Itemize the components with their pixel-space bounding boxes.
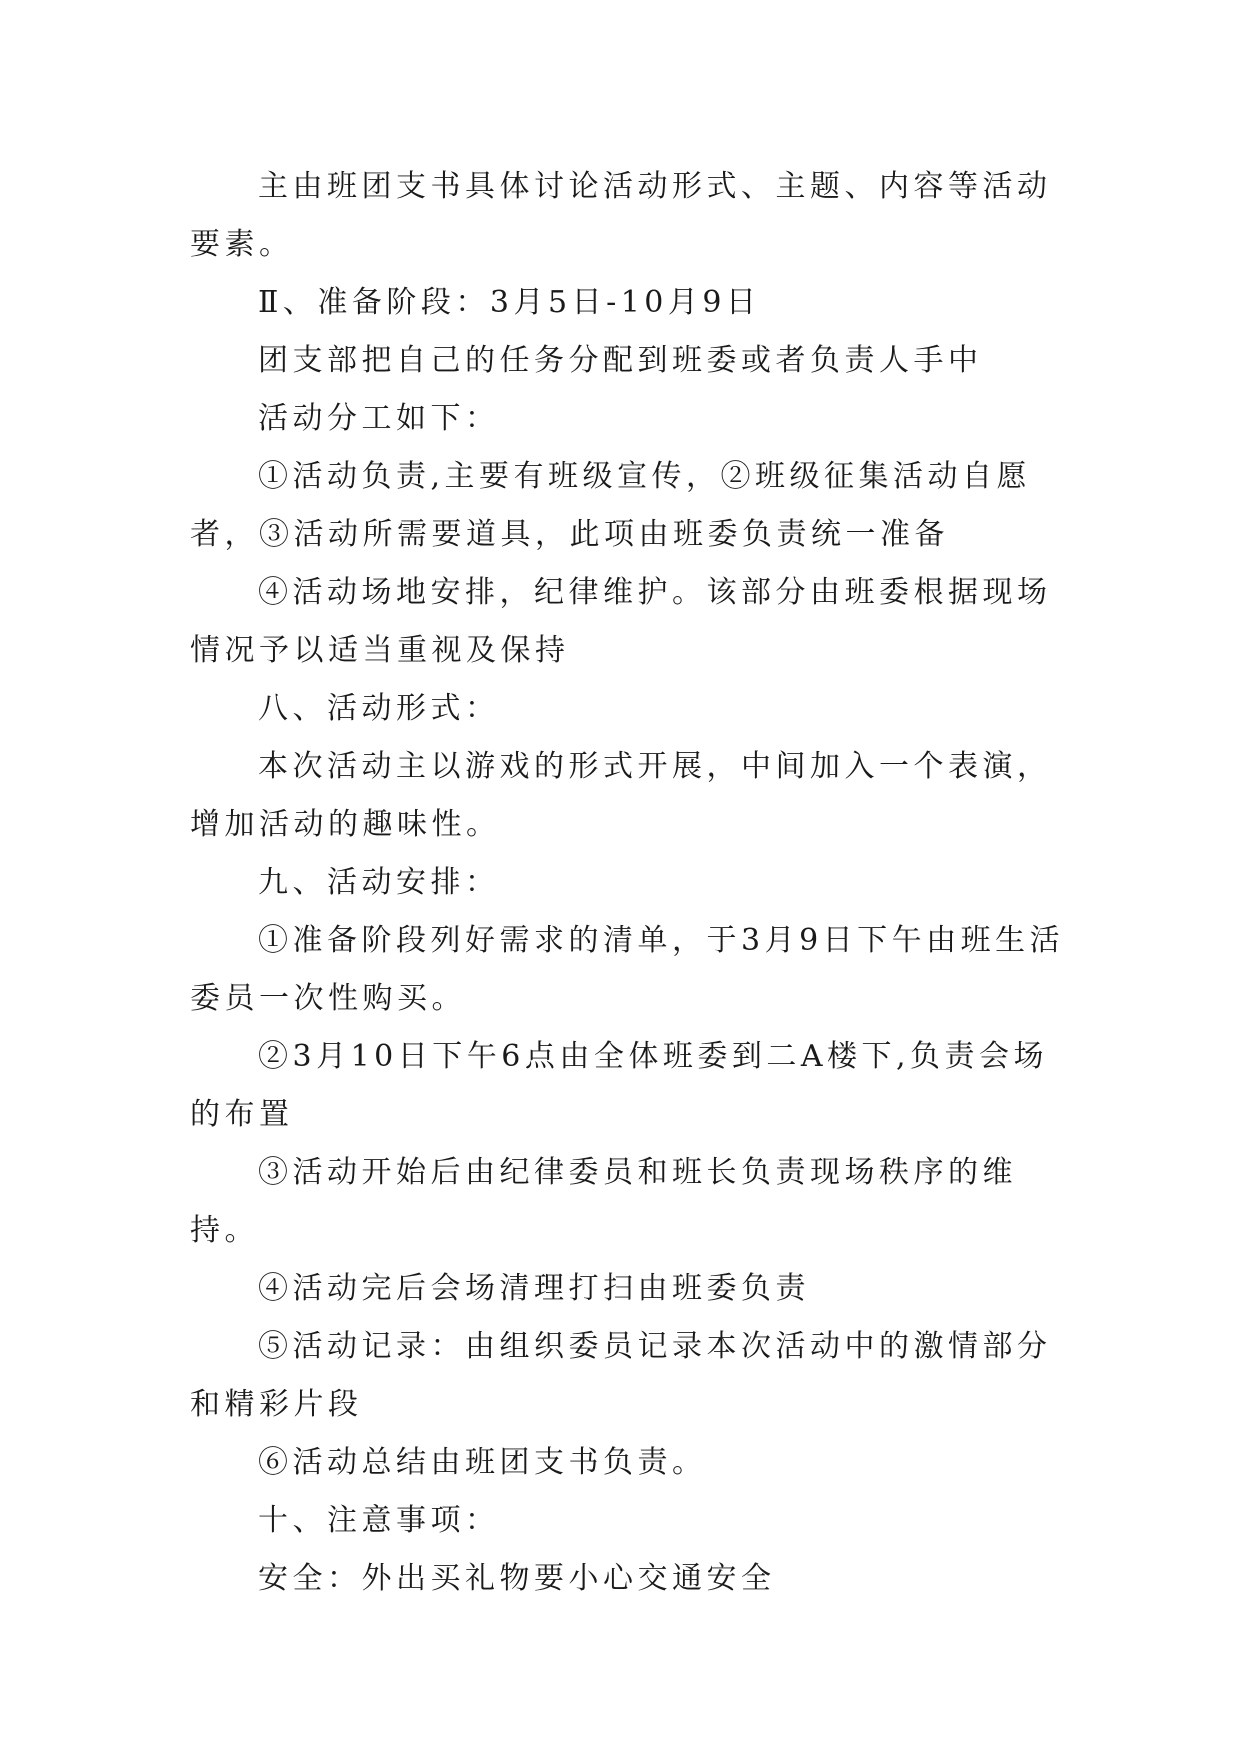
paragraph-arrangement-3: ③活动开始后由纪律委员和班长负责现场秩序的维持。 [190,1155,1017,1248]
paragraph-task-assignment: 团支部把自己的任务分配到班委或者负责人手中 [258,343,983,378]
paragraph-preparation-discussion: 主由班团支书具体讨论活动形式、主题、内容等活动要素。 [190,169,1052,262]
section-heading-precautions: 十、注意事项： [258,1503,500,1538]
paragraph-division-item-4: ④活动场地安排，纪律维护。该部分由班委根据现场情况予以适当重视及保持 [190,575,1052,668]
paragraph-safety: 安全：外出买礼物要小心交通安全 [258,1561,776,1596]
paragraph-division-items-1-3: ①活动负责,主要有班级宣传，②班级征集活动自愿者，③活动所需要道具，此项由班委负责统一准备 [190,459,1032,552]
paragraph-arrangement-2: ②3月10日下午6点由全体班委到二A楼下,负责会场的布置 [190,1039,1049,1132]
paragraph-activity-form: 本次活动主以游戏的形式开展，中间加入一个表演，增加活动的趣味性。 [190,749,1052,842]
section-heading-activity-arrangement: 九、活动安排： [258,865,500,900]
section-heading-activity-form: 八、活动形式： [258,691,500,726]
paragraph-preparation-stage: Ⅱ、准备阶段：3月5日-10月9日 [258,285,761,320]
paragraph-arrangement-4: ④活动完后会场清理打扫由班委负责 [258,1271,810,1306]
paragraph-division-heading: 活动分工如下： [258,401,500,436]
paragraph-arrangement-5: ⑤活动记录：由组织委员记录本次活动中的激情部分和精彩片段 [190,1329,1052,1422]
document-body [190,158,1070,1608]
paragraph-arrangement-6: ⑥活动总结由班团支书负责。 [258,1445,707,1480]
paragraph-arrangement-1: ①准备阶段列好需求的清单，于3月9日下午由班生活委员一次性购买。 [190,923,1065,1016]
